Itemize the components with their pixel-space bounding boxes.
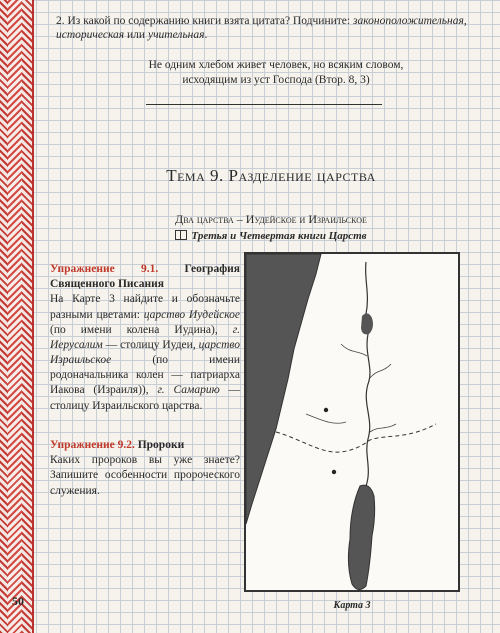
quote-line-1: Не одним хлебом живет человек, но всяким словом, <box>148 59 404 71</box>
bible-quote <box>126 58 426 88</box>
decorative-border <box>0 0 34 633</box>
map-caption: Карта 3 <box>333 600 371 611</box>
river-2 <box>370 364 391 378</box>
exercise-label: Упражнение 9.1. <box>50 263 159 275</box>
exercise-9-1: Упражнение 9.1. География Священного Писания На Карте 3 найдите и обозначьте разными цветами: царство Иудейское (по имени колена Иудина), г. Иерусалим — столицу Иудеи, царство Израильское (по имени родоначальника колен — патриарха Иакова (Израиля)), г. Самарию — столицу Израильского царства. <box>50 263 241 412</box>
city-samaria <box>324 408 328 412</box>
decorative-border-inner <box>8 0 22 633</box>
option-1: законоположительная <box>352 15 464 27</box>
map-drawing <box>246 254 458 590</box>
quote-line-2: исходящим из уст Господа (Втор. 8, 3) <box>182 73 370 86</box>
page-content <box>12 0 500 633</box>
city-jerusalem <box>332 470 336 474</box>
exercise-9-2: Упражнение 9.2. Пророки Каких пророков вы уже знаете? Запишите особенности пророческого служения. <box>50 439 240 497</box>
question-number: 2. <box>56 15 65 27</box>
topic-title: Тема 9. Разделение царства <box>166 166 376 185</box>
topic-source <box>42 230 500 242</box>
exercise-label: Упражнение 9.2. <box>50 439 135 451</box>
book-icon <box>175 230 187 240</box>
question-2: 2. Из какой по содержанию книги взята цитата? Подчините: законоположительная, историческая или учительная. <box>56 15 467 42</box>
question-text: Из какой по содержанию книги взята цитата? Подчините: <box>67 15 351 27</box>
dead-sea <box>348 485 374 589</box>
option-3: учительная <box>147 29 205 42</box>
exercise-name: Пророки <box>137 439 185 451</box>
river-3 <box>370 424 396 432</box>
river-1 <box>341 344 367 356</box>
option-2: историческая <box>56 29 125 42</box>
sea-of-galilee <box>361 313 373 334</box>
topic-subtitle: Два царства – Иудейское и Израильское <box>175 212 367 226</box>
sea-area <box>246 254 321 524</box>
kingdom-border <box>276 424 436 452</box>
answer-line[interactable] <box>146 104 382 105</box>
exercise-name: География Священного Писания <box>50 263 240 291</box>
river-4 <box>306 414 346 423</box>
or-word: или <box>127 29 146 42</box>
jordan-river <box>366 262 370 486</box>
page-number: 50 <box>12 594 24 608</box>
map-3[interactable] <box>244 252 460 592</box>
source-text: Третья и Четвертая книги Царств <box>191 230 367 242</box>
